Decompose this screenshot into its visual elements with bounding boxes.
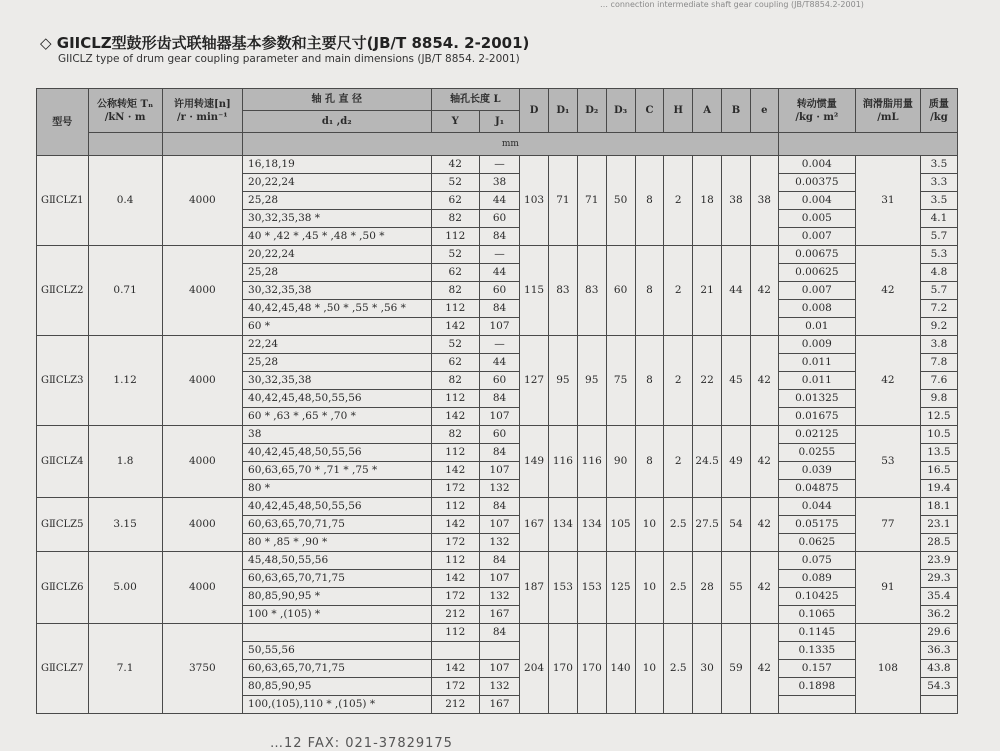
dim-c-cell: 8	[635, 336, 664, 426]
length-y-cell: 82	[431, 282, 479, 300]
mass-cell: 3.8	[920, 336, 957, 354]
mass-cell: 12.5	[920, 408, 957, 426]
dim-c-cell: 10	[635, 552, 664, 624]
col-H: H	[664, 89, 693, 133]
mass-cell: 29.6	[920, 624, 957, 642]
length-j1-cell: 60	[479, 372, 519, 390]
inertia-cell: 0.011	[778, 354, 855, 372]
model-cell: GⅡCLZ3	[37, 336, 89, 426]
model-cell: GⅡCLZ7	[37, 624, 89, 714]
inertia-cell: 0.01675	[778, 408, 855, 426]
bore-cell: 22,24	[243, 336, 432, 354]
dim-a-cell: 27.5	[693, 498, 722, 552]
inertia-cell: 0.009	[778, 336, 855, 354]
bore-cell: 30,32,35,38	[243, 372, 432, 390]
dim-d-cell: 127	[520, 336, 549, 426]
length-j1-cell: 44	[479, 354, 519, 372]
inertia-cell: 0.1065	[778, 606, 855, 624]
mass-cell: 19.4	[920, 480, 957, 498]
length-j1-cell: 107	[479, 318, 519, 336]
dim-e-cell: 42	[750, 336, 778, 426]
dim-d3-cell: 125	[606, 552, 635, 624]
dim-d2-cell: 116	[577, 426, 606, 498]
length-y-cell: 112	[431, 552, 479, 570]
inertia-cell: 0.157	[778, 660, 855, 678]
dim-a-cell: 24.5	[693, 426, 722, 498]
dim-d1-cell: 153	[548, 552, 577, 624]
bore-cell: 100,(105),110 * ,(105) *	[243, 696, 432, 714]
col-speed: 许用转速[n] /r · min⁻¹	[162, 89, 242, 133]
length-j1-cell: 132	[479, 480, 519, 498]
dim-h-cell: 2.5	[664, 498, 693, 552]
length-y-cell: 112	[431, 498, 479, 516]
inertia-cell: 0.044	[778, 498, 855, 516]
length-j1-cell: 132	[479, 678, 519, 696]
dim-d-cell: 187	[520, 552, 549, 624]
dim-b-cell: 59	[722, 624, 751, 714]
length-y-cell: 142	[431, 462, 479, 480]
inertia-cell	[778, 696, 855, 714]
length-j1-cell: 44	[479, 264, 519, 282]
mass-cell: 35.4	[920, 588, 957, 606]
dim-d2-cell: 83	[577, 246, 606, 336]
length-y-cell: 212	[431, 606, 479, 624]
grease-cell: 91	[855, 552, 920, 624]
dim-e-cell: 42	[750, 624, 778, 714]
bore-cell: 80,85,90,95 *	[243, 588, 432, 606]
dim-b-cell: 54	[722, 498, 751, 552]
length-j1-cell: 84	[479, 390, 519, 408]
dim-d3-cell: 105	[606, 498, 635, 552]
length-y-cell: 212	[431, 696, 479, 714]
speed-cell: 4000	[162, 336, 242, 426]
coupling-spec-table	[36, 88, 958, 714]
grease-cell: 42	[855, 246, 920, 336]
model-cell: GⅡCLZ6	[37, 552, 89, 624]
bore-cell: 40,42,45,48,50,55,56	[243, 498, 432, 516]
dim-a-cell: 18	[693, 156, 722, 246]
dim-c-cell: 8	[635, 156, 664, 246]
inertia-cell: 0.007	[778, 282, 855, 300]
dim-e-cell: 42	[750, 426, 778, 498]
length-y-cell: 142	[431, 318, 479, 336]
dim-b-cell: 45	[722, 336, 751, 426]
inertia-cell: 0.05175	[778, 516, 855, 534]
col-C: C	[635, 89, 664, 133]
length-j1-cell: 107	[479, 462, 519, 480]
torque-cell: 1.8	[88, 426, 162, 498]
col-length-y: Y	[431, 111, 479, 133]
dim-h-cell: 2	[664, 246, 693, 336]
bore-cell: 50,55,56	[243, 642, 432, 660]
bore-cell: 60 *	[243, 318, 432, 336]
dim-d-cell: 103	[520, 156, 549, 246]
length-y-cell: 172	[431, 678, 479, 696]
col-inertia: 转动惯量 /kg · m²	[778, 89, 855, 133]
length-j1-cell: 84	[479, 498, 519, 516]
inertia-cell: 0.1335	[778, 642, 855, 660]
bore-cell: 40,42,45,48,50,55,56	[243, 390, 432, 408]
dim-d1-cell: 71	[548, 156, 577, 246]
dim-d2-cell: 95	[577, 336, 606, 426]
model-cell: GⅡCLZ2	[37, 246, 89, 336]
length-j1-cell: 84	[479, 552, 519, 570]
footer-contact: …12 FAX: 021-37829175	[270, 736, 453, 751]
dim-a-cell: 28	[693, 552, 722, 624]
grease-cell: 42	[855, 336, 920, 426]
inertia-cell: 0.1898	[778, 678, 855, 696]
length-y-cell: 172	[431, 480, 479, 498]
inertia-cell: 0.00375	[778, 174, 855, 192]
mass-cell: 18.1	[920, 498, 957, 516]
bore-cell: 20,22,24	[243, 246, 432, 264]
length-j1-cell: 132	[479, 588, 519, 606]
mass-cell: 4.8	[920, 264, 957, 282]
model-cell: GⅡCLZ4	[37, 426, 89, 498]
speed-cell: 3750	[162, 624, 242, 714]
inertia-cell: 0.0625	[778, 534, 855, 552]
unit-blank-right	[778, 133, 957, 156]
dim-e-cell: 42	[750, 498, 778, 552]
col-D1: D₁	[548, 89, 577, 133]
dim-d2-cell: 134	[577, 498, 606, 552]
model-cell: GⅡCLZ1	[37, 156, 89, 246]
grease-cell: 53	[855, 426, 920, 498]
speed-cell: 4000	[162, 426, 242, 498]
mass-cell: 4.1	[920, 210, 957, 228]
dim-a-cell: 22	[693, 336, 722, 426]
header-strip: … connection intermediate shaft gear coupling (JB/T8854.2-2001)	[600, 0, 864, 9]
length-y-cell: 52	[431, 174, 479, 192]
length-j1-cell: 107	[479, 570, 519, 588]
dim-e-cell: 42	[750, 552, 778, 624]
dim-h-cell: 2	[664, 426, 693, 498]
table-row	[37, 156, 958, 174]
length-y-cell: 42	[431, 156, 479, 174]
length-y-cell: 112	[431, 444, 479, 462]
bore-cell: 60,63,65,70 * ,71 * ,75 *	[243, 462, 432, 480]
dim-h-cell: 2	[664, 336, 693, 426]
col-B: B	[722, 89, 751, 133]
dim-d3-cell: 60	[606, 246, 635, 336]
bore-cell: 20,22,24	[243, 174, 432, 192]
mass-cell: 5.7	[920, 282, 957, 300]
dim-e-cell: 42	[750, 246, 778, 336]
bore-cell: 60,63,65,70,71,75	[243, 570, 432, 588]
dim-h-cell: 2	[664, 156, 693, 246]
length-y-cell: 112	[431, 228, 479, 246]
inertia-cell: 0.0255	[778, 444, 855, 462]
length-y-cell: 82	[431, 426, 479, 444]
dim-b-cell: 38	[722, 156, 751, 246]
table-row	[37, 336, 958, 354]
mass-cell: 10.5	[920, 426, 957, 444]
dim-a-cell: 30	[693, 624, 722, 714]
bore-cell: 25,28	[243, 192, 432, 210]
mass-cell: 23.1	[920, 516, 957, 534]
torque-cell: 0.71	[88, 246, 162, 336]
length-j1-cell: —	[479, 156, 519, 174]
torque-cell: 3.15	[88, 498, 162, 552]
dim-c-cell: 8	[635, 426, 664, 498]
length-y-cell: 142	[431, 570, 479, 588]
table-row	[37, 552, 958, 570]
col-A: A	[693, 89, 722, 133]
dim-d1-cell: 83	[548, 246, 577, 336]
mass-cell: 5.7	[920, 228, 957, 246]
dim-d2-cell: 153	[577, 552, 606, 624]
inertia-cell: 0.007	[778, 228, 855, 246]
length-j1-cell: 44	[479, 192, 519, 210]
col-grease: 润滑脂用量 /mL	[855, 89, 920, 133]
col-D: D	[520, 89, 549, 133]
inertia-cell: 0.1145	[778, 624, 855, 642]
dim-d-cell: 204	[520, 624, 549, 714]
col-bore-sub: d₁ ,d₂	[243, 111, 432, 133]
dim-d2-cell: 71	[577, 156, 606, 246]
inertia-cell: 0.005	[778, 210, 855, 228]
dim-c-cell: 8	[635, 246, 664, 336]
length-j1-cell: 60	[479, 282, 519, 300]
mass-cell: 5.3	[920, 246, 957, 264]
length-y-cell: 62	[431, 264, 479, 282]
dim-h-cell: 2.5	[664, 624, 693, 714]
col-torque: 公称转矩 Tₙ /kN · m	[88, 89, 162, 133]
dim-d1-cell: 170	[548, 624, 577, 714]
grease-cell: 77	[855, 498, 920, 552]
dim-d2-cell: 170	[577, 624, 606, 714]
length-j1-cell: 84	[479, 444, 519, 462]
dim-d3-cell: 50	[606, 156, 635, 246]
col-length-j1: J₁	[479, 111, 519, 133]
dim-d1-cell: 134	[548, 498, 577, 552]
speed-cell: 4000	[162, 156, 242, 246]
length-y-cell: 112	[431, 390, 479, 408]
mass-cell: 16.5	[920, 462, 957, 480]
inertia-cell: 0.008	[778, 300, 855, 318]
model-cell: GⅡCLZ5	[37, 498, 89, 552]
dim-b-cell: 49	[722, 426, 751, 498]
mass-cell: 28.5	[920, 534, 957, 552]
length-y-cell: 142	[431, 660, 479, 678]
dim-e-cell: 38	[750, 156, 778, 246]
length-j1-cell: 132	[479, 534, 519, 552]
table-row	[37, 624, 958, 642]
dim-h-cell: 2.5	[664, 552, 693, 624]
length-j1-cell: 38	[479, 174, 519, 192]
mass-cell: 3.5	[920, 192, 957, 210]
dim-d-cell: 115	[520, 246, 549, 336]
length-y-cell: 112	[431, 624, 479, 642]
unit-blank-left	[88, 133, 162, 156]
mass-cell: 23.9	[920, 552, 957, 570]
bore-cell: 40,42,45,48,50,55,56	[243, 444, 432, 462]
col-D2: D₂	[577, 89, 606, 133]
length-j1-cell: —	[479, 246, 519, 264]
mass-cell: 3.3	[920, 174, 957, 192]
bore-cell: 40 * ,42 * ,45 * ,48 * ,50 *	[243, 228, 432, 246]
length-y-cell: 52	[431, 336, 479, 354]
bore-cell: 80,85,90,95	[243, 678, 432, 696]
mass-cell: 36.3	[920, 642, 957, 660]
length-j1-cell: 84	[479, 300, 519, 318]
inertia-cell: 0.02125	[778, 426, 855, 444]
bore-cell: 25,28	[243, 264, 432, 282]
length-j1-cell: —	[479, 336, 519, 354]
length-y-cell: 142	[431, 516, 479, 534]
bore-cell: 16,18,19	[243, 156, 432, 174]
length-j1-cell: 167	[479, 606, 519, 624]
speed-cell: 4000	[162, 552, 242, 624]
mass-cell: 7.6	[920, 372, 957, 390]
length-j1-cell: 107	[479, 516, 519, 534]
length-j1-cell	[479, 642, 519, 660]
dim-d1-cell: 116	[548, 426, 577, 498]
unit-mm-label: mm	[243, 133, 779, 156]
inertia-cell: 0.10425	[778, 588, 855, 606]
col-mass: 质量 /kg	[920, 89, 957, 133]
grease-cell: 31	[855, 156, 920, 246]
torque-cell: 0.4	[88, 156, 162, 246]
inertia-cell: 0.011	[778, 372, 855, 390]
mass-cell: 43.8	[920, 660, 957, 678]
mass-cell: 7.8	[920, 354, 957, 372]
mass-cell: 3.5	[920, 156, 957, 174]
grease-cell: 108	[855, 624, 920, 714]
col-bore: 轴 孔 直 径	[243, 89, 432, 111]
col-length: 轴孔长度 L	[431, 89, 520, 111]
length-y-cell: 142	[431, 408, 479, 426]
inertia-cell: 0.004	[778, 156, 855, 174]
bore-cell: 60 * ,63 * ,65 * ,70 *	[243, 408, 432, 426]
length-j1-cell: 167	[479, 696, 519, 714]
mass-cell: 29.3	[920, 570, 957, 588]
bore-cell: 38	[243, 426, 432, 444]
length-y-cell: 112	[431, 300, 479, 318]
col-model: 型号	[37, 89, 89, 156]
table-row	[37, 246, 958, 264]
speed-cell: 4000	[162, 246, 242, 336]
mass-cell: 13.5	[920, 444, 957, 462]
mass-cell	[920, 696, 957, 714]
bore-cell: 25,28	[243, 354, 432, 372]
torque-cell: 7.1	[88, 624, 162, 714]
unit-blank-left	[162, 133, 242, 156]
dim-d3-cell: 75	[606, 336, 635, 426]
dim-b-cell: 44	[722, 246, 751, 336]
bore-cell: 60,63,65,70,71,75	[243, 660, 432, 678]
inertia-cell: 0.00625	[778, 264, 855, 282]
length-y-cell	[431, 642, 479, 660]
length-j1-cell: 107	[479, 408, 519, 426]
inertia-cell: 0.039	[778, 462, 855, 480]
table-row	[37, 498, 958, 516]
torque-cell: 1.12	[88, 336, 162, 426]
dim-c-cell: 10	[635, 498, 664, 552]
bore-cell: 30,32,35,38	[243, 282, 432, 300]
length-y-cell: 82	[431, 372, 479, 390]
dim-d-cell: 167	[520, 498, 549, 552]
length-y-cell: 62	[431, 192, 479, 210]
length-y-cell: 172	[431, 588, 479, 606]
length-j1-cell: 107	[479, 660, 519, 678]
dim-d3-cell: 90	[606, 426, 635, 498]
dim-d-cell: 149	[520, 426, 549, 498]
inertia-cell: 0.00675	[778, 246, 855, 264]
torque-cell: 5.00	[88, 552, 162, 624]
length-y-cell: 82	[431, 210, 479, 228]
speed-cell: 4000	[162, 498, 242, 552]
mass-cell: 54.3	[920, 678, 957, 696]
bore-cell: 30,32,35,38 *	[243, 210, 432, 228]
col-D3: D₃	[606, 89, 635, 133]
inertia-cell: 0.01	[778, 318, 855, 336]
inertia-cell: 0.075	[778, 552, 855, 570]
length-j1-cell: 84	[479, 228, 519, 246]
page-title: ◇ GIICLZ型鼓形齿式联轴器基本参数和主要尺寸(JB/T 8854. 2-2001)	[40, 34, 530, 52]
col-e: e	[750, 89, 778, 133]
bore-cell: 100 * ,(105) *	[243, 606, 432, 624]
inertia-cell: 0.089	[778, 570, 855, 588]
length-y-cell: 62	[431, 354, 479, 372]
length-y-cell: 172	[431, 534, 479, 552]
bore-cell: 40,42,45,48 * ,50 * ,55 * ,56 *	[243, 300, 432, 318]
table-row	[37, 426, 958, 444]
mass-cell: 7.2	[920, 300, 957, 318]
inertia-cell: 0.01325	[778, 390, 855, 408]
length-j1-cell: 60	[479, 210, 519, 228]
dim-b-cell: 55	[722, 552, 751, 624]
length-j1-cell: 84	[479, 624, 519, 642]
page-subtitle: GIICLZ type of drum gear coupling parameter and main dimensions (JB/T 8854. 2-2001)	[58, 53, 520, 65]
length-y-cell: 52	[431, 246, 479, 264]
bore-cell: 80 *	[243, 480, 432, 498]
dim-c-cell: 10	[635, 624, 664, 714]
bore-cell: 80 * ,85 * ,90 *	[243, 534, 432, 552]
mass-cell: 9.8	[920, 390, 957, 408]
length-j1-cell: 60	[479, 426, 519, 444]
bore-cell: 60,63,65,70,71,75	[243, 516, 432, 534]
mass-cell: 36.2	[920, 606, 957, 624]
inertia-cell: 0.004	[778, 192, 855, 210]
dim-a-cell: 21	[693, 246, 722, 336]
inertia-cell: 0.04875	[778, 480, 855, 498]
mass-cell: 9.2	[920, 318, 957, 336]
dim-d3-cell: 140	[606, 624, 635, 714]
bore-cell: 45,48,50,55,56	[243, 552, 432, 570]
bore-cell	[243, 624, 432, 642]
dim-d1-cell: 95	[548, 336, 577, 426]
